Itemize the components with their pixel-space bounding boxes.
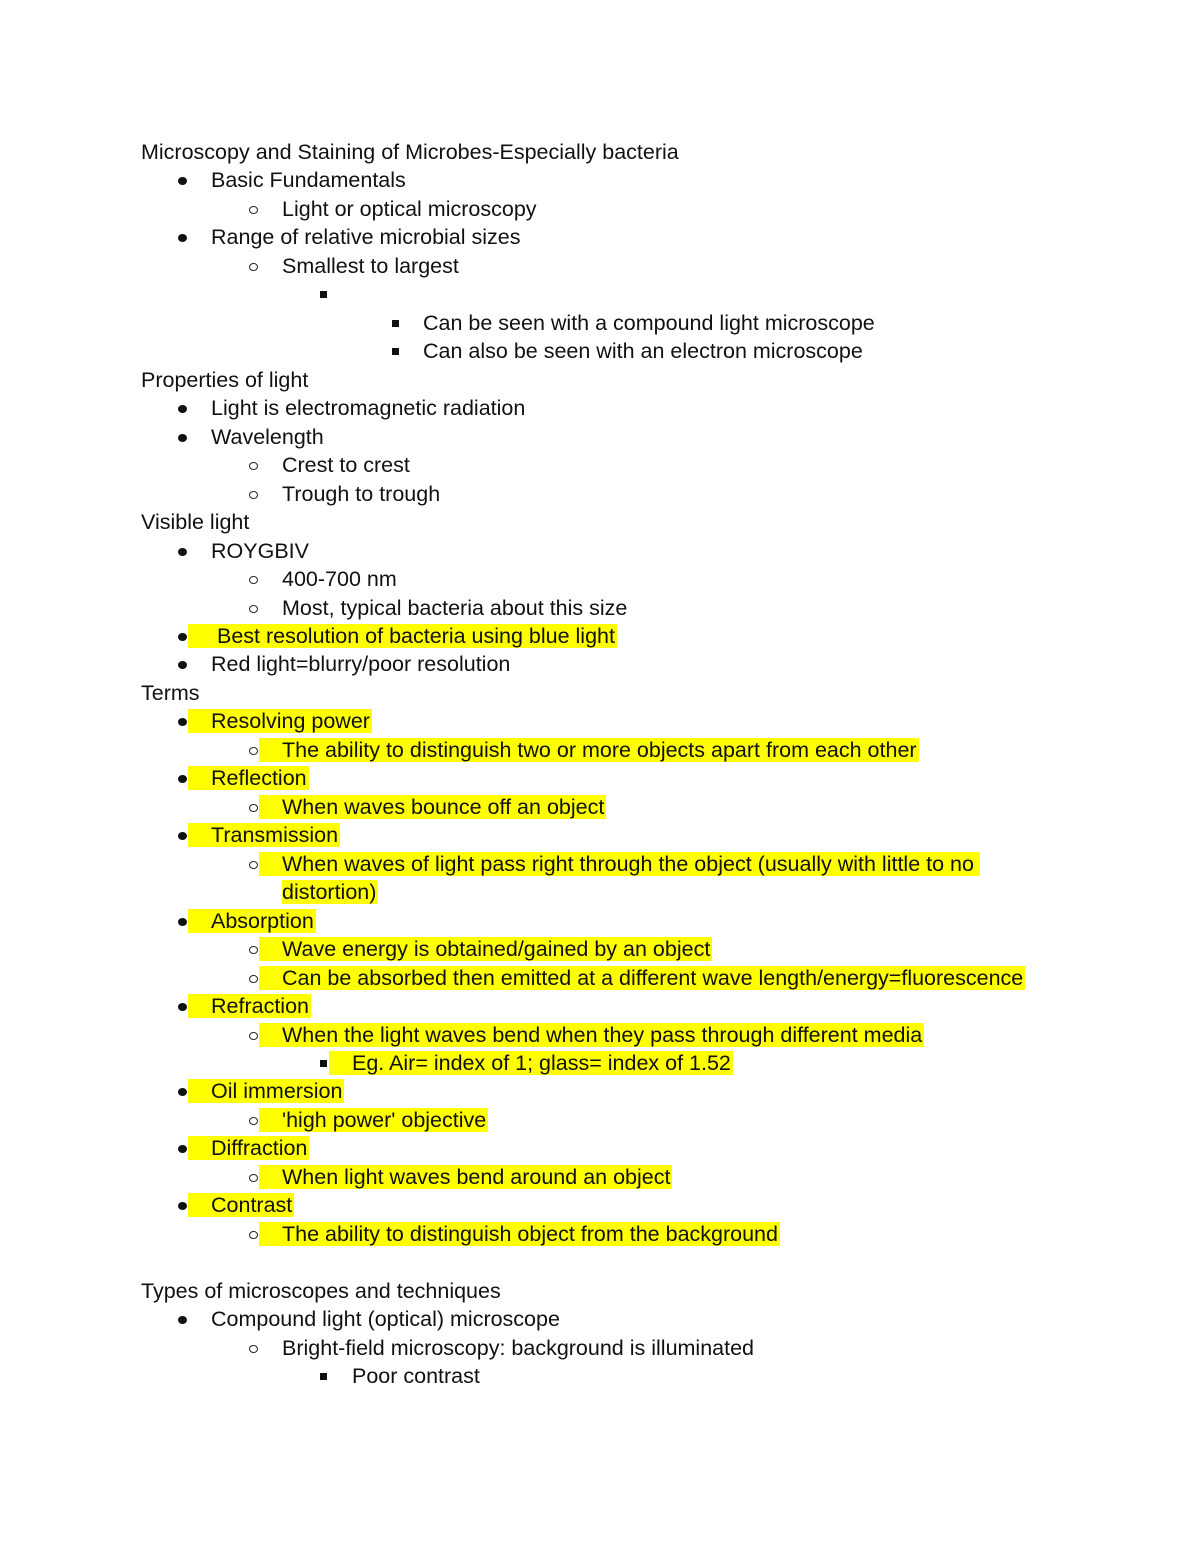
list-item [141, 821, 1059, 849]
hollow-bullet-icon [249, 975, 258, 983]
hollow-bullet-icon [249, 861, 258, 869]
section-heading: Visible light [141, 510, 250, 535]
list-item [141, 1220, 1059, 1248]
list-item [141, 252, 1059, 280]
list-item-text: Most, typical bacteria about this size [282, 595, 628, 620]
list-item [141, 280, 1059, 308]
list-item-text: Can be seen with a compound light microscope [423, 310, 875, 335]
section-properties-of-light [141, 366, 1059, 508]
highlighted-list-item-text: When waves of light pass right through the object (usually with little to no distortion) [259, 852, 980, 904]
list-item [141, 992, 1059, 1020]
list-item-text: Light is electromagnetic radiation [211, 396, 526, 421]
list-item [141, 1191, 1059, 1219]
list-item [141, 594, 1059, 622]
list-item [141, 537, 1059, 565]
list-item [141, 223, 1059, 251]
section-heading: Properties of light [141, 367, 309, 392]
list-item [141, 1106, 1059, 1134]
highlighted-list-item-text: When the light waves bend when they pass through different media [259, 1023, 924, 1047]
highlighted-list-item-text: The ability to distinguish two or more objects apart from each other [259, 738, 919, 762]
hollow-bullet-icon [249, 747, 258, 755]
hollow-bullet-icon [249, 206, 258, 214]
list-item-text: Trough to trough [282, 481, 441, 506]
section-microscopy-staining [141, 138, 1059, 366]
bullet-icon [178, 718, 187, 726]
highlighted-list-item-text: When light waves bend around an object [259, 1165, 672, 1189]
list-item [141, 935, 1059, 963]
highlighted-list-item-text: Contrast [188, 1193, 294, 1217]
highlighted-list-item-text: Absorption [188, 909, 316, 933]
hollow-bullet-icon [249, 263, 258, 271]
list-item [141, 1049, 1059, 1077]
list-item [141, 1163, 1059, 1191]
list-item-text: Red light=blurry/poor resolution [211, 652, 511, 677]
list-item [141, 565, 1059, 593]
list-item [141, 650, 1059, 678]
list-item-text: Range of relative microbial sizes [211, 225, 521, 250]
bullet-icon [178, 1145, 187, 1153]
hollow-bullet-icon [249, 1032, 258, 1040]
bullet-icon [178, 548, 187, 556]
bullet-list [141, 166, 1059, 365]
bullet-icon [178, 1202, 187, 1210]
highlighted-list-item-text: Diffraction [188, 1136, 309, 1160]
bullet-icon [178, 1003, 187, 1011]
list-item [141, 707, 1059, 735]
highlighted-list-item-text: Wave energy is obtained/gained by an object [259, 937, 712, 961]
hollow-bullet-icon [249, 1174, 258, 1182]
list-item [141, 764, 1059, 792]
list-item-text: Wavelength [211, 424, 324, 449]
bullet-list [141, 1305, 1059, 1390]
section-terms [141, 679, 1059, 1248]
list-item-text: Light or optical microscopy [282, 196, 537, 221]
bullet-icon [178, 234, 187, 242]
list-item [141, 451, 1059, 479]
section-heading: Microscopy and Staining of Microbes-Especially bacteria [141, 140, 679, 164]
blank-line [141, 1248, 1059, 1276]
square-bullet-icon [392, 348, 399, 355]
bullet-list [141, 707, 1059, 1248]
section-heading: Terms [141, 680, 200, 705]
bullet-icon [178, 775, 187, 783]
square-bullet-icon [320, 1373, 327, 1380]
hollow-bullet-icon [249, 576, 258, 584]
square-bullet-icon [392, 320, 399, 327]
list-item [141, 480, 1059, 508]
list-item-text: 400-700 nm [282, 567, 397, 592]
bullet-icon [178, 661, 187, 669]
list-item-text: Bright-field microscopy: background is illuminated [282, 1335, 755, 1360]
section-visible-light [141, 508, 1059, 679]
hollow-bullet-icon [249, 605, 258, 613]
bullet-icon [178, 177, 187, 185]
bullet-list [141, 537, 1059, 679]
bullet-icon [178, 1316, 187, 1324]
section-heading: Types of microscopes and techniques [141, 1278, 501, 1303]
highlighted-list-item-text: Refraction [188, 994, 311, 1018]
bullet-icon [178, 1088, 187, 1096]
list-item [141, 166, 1059, 194]
highlighted-list-item-text: Reflection [188, 766, 309, 790]
list-item-text: Poor contrast [352, 1364, 480, 1389]
list-item [141, 1021, 1059, 1049]
list-item [141, 1305, 1059, 1333]
highlighted-list-item-text: Transmission [188, 823, 340, 847]
hollow-bullet-icon [249, 1231, 258, 1239]
list-item [141, 1362, 1059, 1390]
bullet-icon [178, 832, 187, 840]
list-item-text: Compound light (optical) microscope [211, 1307, 560, 1332]
list-item-text: Basic Fundamentals [211, 168, 406, 193]
document-body [141, 138, 1059, 1391]
list-item [141, 394, 1059, 422]
list-item [141, 1334, 1059, 1362]
bullet-icon [178, 434, 187, 442]
highlighted-list-item-text: The ability to distinguish object from the background [259, 1222, 780, 1246]
list-item-text: ROYGBIV [211, 538, 309, 563]
square-bullet-icon [320, 291, 327, 298]
bullet-icon [178, 633, 187, 641]
bullet-icon [178, 918, 187, 926]
list-item [141, 736, 1059, 764]
hollow-bullet-icon [249, 1345, 258, 1353]
square-bullet-icon [320, 1060, 327, 1067]
list-item [141, 622, 1059, 650]
section-types-of-microscopes [141, 1277, 1059, 1391]
list-item-text: Can also be seen with an electron microscope [423, 339, 863, 364]
list-item [141, 1134, 1059, 1162]
list-item [141, 1077, 1059, 1105]
list-item [141, 309, 1059, 337]
bullet-list [141, 394, 1059, 508]
highlighted-list-item-text: 'high power' objective [259, 1108, 488, 1132]
hollow-bullet-icon [249, 491, 258, 499]
hollow-bullet-icon [249, 1117, 258, 1125]
list-item-text: Crest to crest [282, 453, 410, 478]
highlighted-list-item-text: Best resolution of bacteria using blue light [188, 624, 617, 648]
list-item [141, 850, 1059, 907]
highlighted-list-item-text: Resolving power [188, 709, 372, 733]
list-item [141, 793, 1059, 821]
hollow-bullet-icon [249, 462, 258, 470]
list-item-text: Smallest to largest [282, 253, 459, 278]
list-item [141, 337, 1059, 365]
list-item [141, 423, 1059, 451]
hollow-bullet-icon [249, 804, 258, 812]
hollow-bullet-icon [249, 946, 258, 954]
highlighted-list-item-text: Eg. Air= index of 1; glass= index of 1.52 [329, 1051, 733, 1075]
highlighted-list-item-text: Oil immersion [188, 1079, 344, 1103]
list-item [141, 195, 1059, 223]
highlighted-list-item-text: When waves bounce off an object [259, 795, 606, 819]
list-item [141, 907, 1059, 935]
bullet-icon [178, 405, 187, 413]
highlighted-list-item-text: Can be absorbed then emitted at a different wave length/energy=fluorescence [259, 966, 1025, 990]
list-item [141, 964, 1059, 992]
